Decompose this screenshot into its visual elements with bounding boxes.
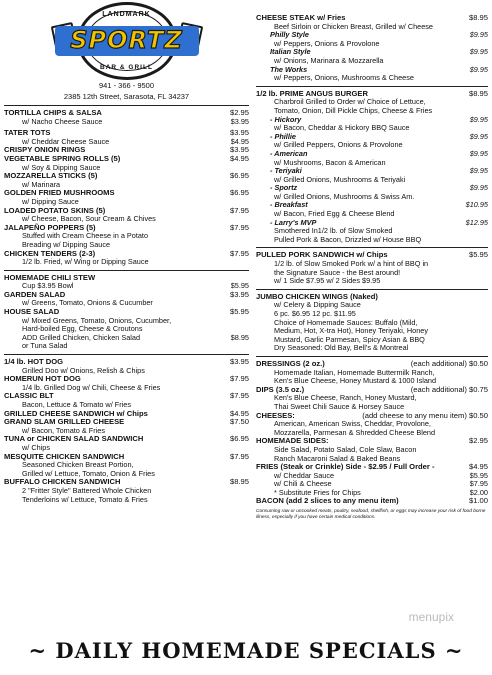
item-description: w/ Mushrooms, Bacon & American: [274, 157, 386, 167]
item-description: 1/4 lb. Grilled Dog w/ Chili, Cheese & Fries: [22, 382, 161, 392]
divider: [4, 354, 249, 355]
item-description: w/ 1 Side $7.95 w/ 2 Sides $9.95: [274, 276, 381, 286]
item-description: 6 pc. $6.95 12 pc. $11.95: [274, 309, 356, 318]
logo-bottom-text: BAR & GRILL: [100, 64, 153, 71]
item-description: Ranch Macaroni Salad & Baked Beans: [274, 453, 401, 463]
item-name: CHEESE STEAK w/ Fries: [256, 13, 346, 22]
item-price: $9.95: [469, 47, 488, 57]
item-name: MOZZARELLA STICKS (5): [4, 171, 98, 181]
item-name: BACON (add 2 slices to any menu item): [256, 496, 399, 506]
item-name: HOMEMADE CHILI STEW: [4, 272, 96, 282]
right-column: [256, 0, 488, 520]
item-description: 1/2 lb. Fried, w/ Wing or Dipping Sauce: [22, 257, 149, 267]
item-name: CLASSIC BLT: [4, 391, 54, 401]
item-description: w/ Bacon, Tomato & Fries: [22, 425, 106, 435]
watermark: menupix: [408, 610, 454, 624]
item-price: $9.95: [469, 64, 488, 74]
item-description: Dry Seasoned: Old Bay, Bell's & Montreal: [274, 343, 409, 353]
item-name: VEGETABLE SPRING ROLLS (5): [4, 153, 121, 163]
option-price: $5.95: [230, 281, 249, 291]
item-name: - Breakfast: [270, 200, 308, 210]
item-description: Ken's Blue Cheese, Ranch, Honey Mustard,: [274, 393, 417, 403]
item-name: JUMBO CHICKEN WINGS (Naked): [256, 291, 378, 301]
option-price: $4.95: [230, 136, 249, 146]
item-description: Grilled Doo w/ Onions, Relish & Chips: [22, 365, 145, 375]
option-text: w/ Cheddar Sauce: [274, 470, 335, 480]
option-text: w/ Nacho Cheese Sauce: [22, 116, 103, 126]
item-description: w/ Mixed Greens, Tomato, Onions, Cucumber,: [22, 315, 172, 325]
logo-wordmark: SPORTZ: [70, 26, 183, 54]
item-price: $5.95: [229, 307, 249, 317]
item-description: or Tuna Salad: [22, 341, 68, 351]
item-price: (each additional) $0.50: [410, 358, 488, 368]
item-price: $3.95: [229, 289, 249, 299]
item-description: w/ Bacon, Fried Egg & Cheese Blend: [274, 209, 395, 219]
option-text: Cup $3.95 Bowl: [22, 281, 74, 291]
item-description: w/ Dipping Sauce: [22, 196, 79, 206]
item-description: Mustard, Garlic Parmesan, Spicy Asian & BBQ: [274, 334, 425, 344]
daily-specials-banner: ~ DAILY HOMEMADE SPECIALS ~: [28, 638, 464, 663]
item-price: $3.95: [229, 357, 249, 367]
contact-info: [4, 80, 249, 102]
phone-number: 941 - 366 - 9500: [98, 81, 155, 90]
item-name: - Phillie: [270, 131, 296, 141]
item-name: DIPS (3.5 oz.): [256, 384, 305, 394]
item-price: $9.95: [469, 114, 488, 124]
item-description: Seasoned Chicken Breast Portion,: [22, 460, 134, 470]
street-address: 2385 12th Street, Sarasota, FL 34237: [63, 92, 190, 101]
item-name: LOADED POTATO SKINS (5): [4, 205, 106, 215]
item-price: $9.95: [469, 166, 488, 176]
item-name: HOMERUN HOT DOG: [4, 374, 81, 384]
item-price: $8.95: [468, 13, 488, 22]
item-description: Stuffed with Cream Cheese in a Potato: [22, 231, 149, 241]
item-name: HOUSE SALAD: [4, 307, 60, 317]
item-price: $8.95: [229, 477, 249, 487]
item-price: $6.95: [229, 188, 249, 198]
item-name: BUFFALO CHICKEN SANDWICH: [4, 477, 121, 487]
item-price: $7.95: [229, 374, 249, 384]
item-description: w/ Grilled Onions, Mushrooms & Teriyaki: [274, 174, 406, 184]
item-name: - Teriyaki: [270, 166, 302, 176]
item-name: GARDEN SALAD: [4, 289, 66, 299]
item-name: HOMEMADE SIDES:: [256, 436, 329, 446]
item-name: 1/4 lb. HOT DOG: [4, 357, 64, 367]
item-description: w/ Peppers, Onions, Mushrooms & Cheese: [274, 73, 414, 83]
item-option: [4, 118, 249, 127]
item-description: w/ Grilled Peppers, Onions & Provolone: [274, 140, 403, 150]
item-price: $4.95: [229, 408, 249, 418]
sportz-logo: [47, 2, 207, 80]
logo-top-text: LANDMARK: [102, 11, 151, 18]
item-description: Ken's Blue Cheese, Honey Mustard & 1000 Island: [274, 376, 437, 386]
left-menu-list: [4, 109, 249, 504]
item-price: $4.95: [468, 462, 488, 472]
right-menu-list: [256, 14, 488, 506]
item-price: $6.95: [229, 434, 249, 444]
divider: [256, 356, 488, 357]
item-description: Side Salad, Potato Salad, Cole Slaw, Bacon: [274, 444, 417, 454]
item-description: w/ Chips: [22, 442, 50, 452]
item-description: Charbroil Grilled to Order w/ Choice of Lettuce,: [274, 97, 426, 107]
item-name: PULLED PORK SANDWICH w/ Chips: [256, 250, 388, 260]
item-description: the Signature Sauce - the Best around!: [274, 267, 401, 277]
item-description: American, American Swiss, Cheddar, Provolone,: [274, 419, 431, 429]
item-description: w/ Marinara: [22, 179, 61, 189]
food-safety-disclaimer: Consuming raw or uncooked meats, poultry, seafood, shellfish, or eggs may increase your risk of food borne illness, especially if you have certain medical conditions.: [256, 509, 486, 520]
item-name: CRISPY ONION RINGS: [4, 145, 86, 155]
item-description: w/ Peppers, Onions & Provolone: [274, 38, 380, 48]
item-description: Smothered In1/2 lb. of Slow Smoked: [274, 226, 393, 236]
item-description: w/ Soy & Dipping Sauce: [22, 162, 101, 172]
item-price: $10.95: [465, 200, 488, 210]
item-name: - Sportz: [270, 183, 298, 193]
item-description: Hard-boiled Egg, Cheese & Croutons: [22, 324, 143, 334]
item-name: Italian Style: [270, 47, 311, 57]
item-name: GRILLED CHEESE SANDWICH w/ Chips: [4, 408, 148, 418]
divider: [256, 86, 488, 87]
item-name: MESQUITE CHICKEN SANDWICH: [4, 451, 125, 461]
item-price: $9.95: [469, 148, 488, 158]
item-description: 2 "Fritter Style" Battered Whole Chicken: [22, 485, 152, 495]
item-name: The Works: [270, 64, 308, 74]
item-name: 1/2 lb. PRIME ANGUS BURGER: [256, 88, 368, 98]
item-name: GOLDEN FRIED MUSHROOMS: [4, 188, 115, 198]
item-description: Choice of Homemade Sauces: Buffalo (Mild,: [274, 317, 418, 327]
item-name: TORTILLA CHIPS & SALSA: [4, 108, 102, 117]
item-price: $9.95: [469, 131, 488, 141]
item-price: $4.95: [229, 153, 249, 163]
item-description: Tenderloins w/ Lettuce, Tomato & Fries: [22, 494, 148, 504]
item-name: Philly Style: [270, 30, 309, 40]
item-price: $5.95: [468, 250, 488, 260]
item-name: FRIES (Steak or Crinkle) Side - $2.95 / Full Order -: [256, 462, 435, 472]
item-price: $9.95: [469, 30, 488, 40]
item-description: Grilled w/ Lettuce, Tomato, Onion & Fries: [22, 468, 155, 478]
item-description: Homemade Italian, Homemade Buttermilk Ranch,: [274, 367, 435, 377]
option-price: $8.95: [230, 332, 249, 342]
divider: [256, 289, 488, 290]
item-price: $2.95: [229, 108, 249, 117]
option-text: w/ Cheddar Cheese Sauce: [22, 136, 110, 146]
item-name: TATER TOTS: [4, 128, 51, 138]
option-price: $3.95: [230, 116, 249, 126]
item-price: (each additional) $0.75: [410, 384, 488, 394]
item-description: w/ Cheese, Bacon, Sour Cream & Chives: [22, 214, 156, 224]
item-price: $7.95: [229, 205, 249, 215]
item-name: JALAPEÑO POPPERS (5): [4, 222, 96, 232]
item-name: GRAND SLAM GRILLED CHEESE: [4, 417, 125, 427]
item-price: $3.95: [229, 128, 249, 138]
item-price: $1.00: [468, 496, 488, 506]
item-price: $7.50: [229, 417, 249, 427]
divider: [256, 247, 488, 248]
item-price: $3.95: [229, 145, 249, 155]
item-name: - Larry's MVP: [270, 217, 317, 227]
item-price: $7.95: [229, 248, 249, 258]
option-text: w/ Chili & Cheese: [274, 479, 332, 489]
option-price: $7.95: [469, 479, 488, 489]
item-description: w/ Onions, Marinara & Mozzarella: [274, 55, 384, 65]
item-name: CHEESES:: [256, 410, 295, 420]
item-description: w/ Celery & Dipping Sauce: [274, 300, 361, 310]
divider: [4, 105, 249, 106]
item-name: TUNA or CHICKEN SALAD SANDWICH: [4, 434, 144, 444]
item-description: Medium, Hot, X-tra Hot), Honey Teriyaki, Honey: [274, 326, 428, 336]
menu-item: [256, 497, 488, 506]
item-description: Thai Sweet Chili Sauce & Horsey Sauce: [274, 401, 405, 411]
item-description: Breading w/ Dipping Sauce: [22, 239, 111, 249]
item-price: $2.95: [468, 436, 488, 446]
item-name: DRESSINGS (2 oz.): [256, 358, 325, 368]
item-price: $8.95: [468, 88, 488, 98]
item-price: $12.95: [465, 217, 488, 227]
divider: [4, 270, 249, 271]
item-name: CHICKEN TENDERS (2-3): [4, 248, 96, 258]
item-price: $7.95: [229, 451, 249, 461]
item-description: Tomato, Onion, Dill Pickle Chips, Cheese & Fries: [274, 105, 433, 115]
item-description: Beef Sirloin or Chicken Breast, Grilled w/ Cheese: [274, 21, 433, 31]
item-description: w/ Grilled Onions, Mushrooms & Swiss Am.: [274, 191, 415, 201]
item-name: - Hickory: [270, 114, 302, 124]
option-text: ADD Grilled Chicken, Chicken Salad: [22, 332, 141, 342]
item-price: $6.95: [229, 171, 249, 181]
item-price: (add cheese to any menu item) $0.50: [362, 410, 488, 420]
option-price: $5.95: [469, 470, 488, 480]
item-name: - American: [270, 148, 308, 158]
item-description: Pulled Pork & Bacon, Drizzled w/ House BBQ: [274, 234, 422, 244]
item-description: Bacon, Lettuce & Tomato w/ Fries: [22, 400, 131, 409]
item-description: 1/2 lb. of Slow Smoked Pork w/ a hint of BBQ in: [274, 259, 429, 269]
item-description: Mozzarella, Parmesan & Shredded Cheese Blend: [274, 427, 436, 437]
left-column: [4, 0, 249, 504]
item-price: $9.95: [469, 183, 488, 193]
item-description: w/ Bacon, Cheddar & Hickory BBQ Sauce: [274, 123, 410, 133]
option-text: * Substitute Fries for Chips: [274, 487, 361, 497]
item-price: $7.95: [229, 391, 249, 401]
item-price: $7.95: [229, 222, 249, 232]
option-price: $2.00: [469, 487, 488, 497]
item-description: w/ Greens, Tomato, Onions & Cucumber: [22, 298, 153, 308]
